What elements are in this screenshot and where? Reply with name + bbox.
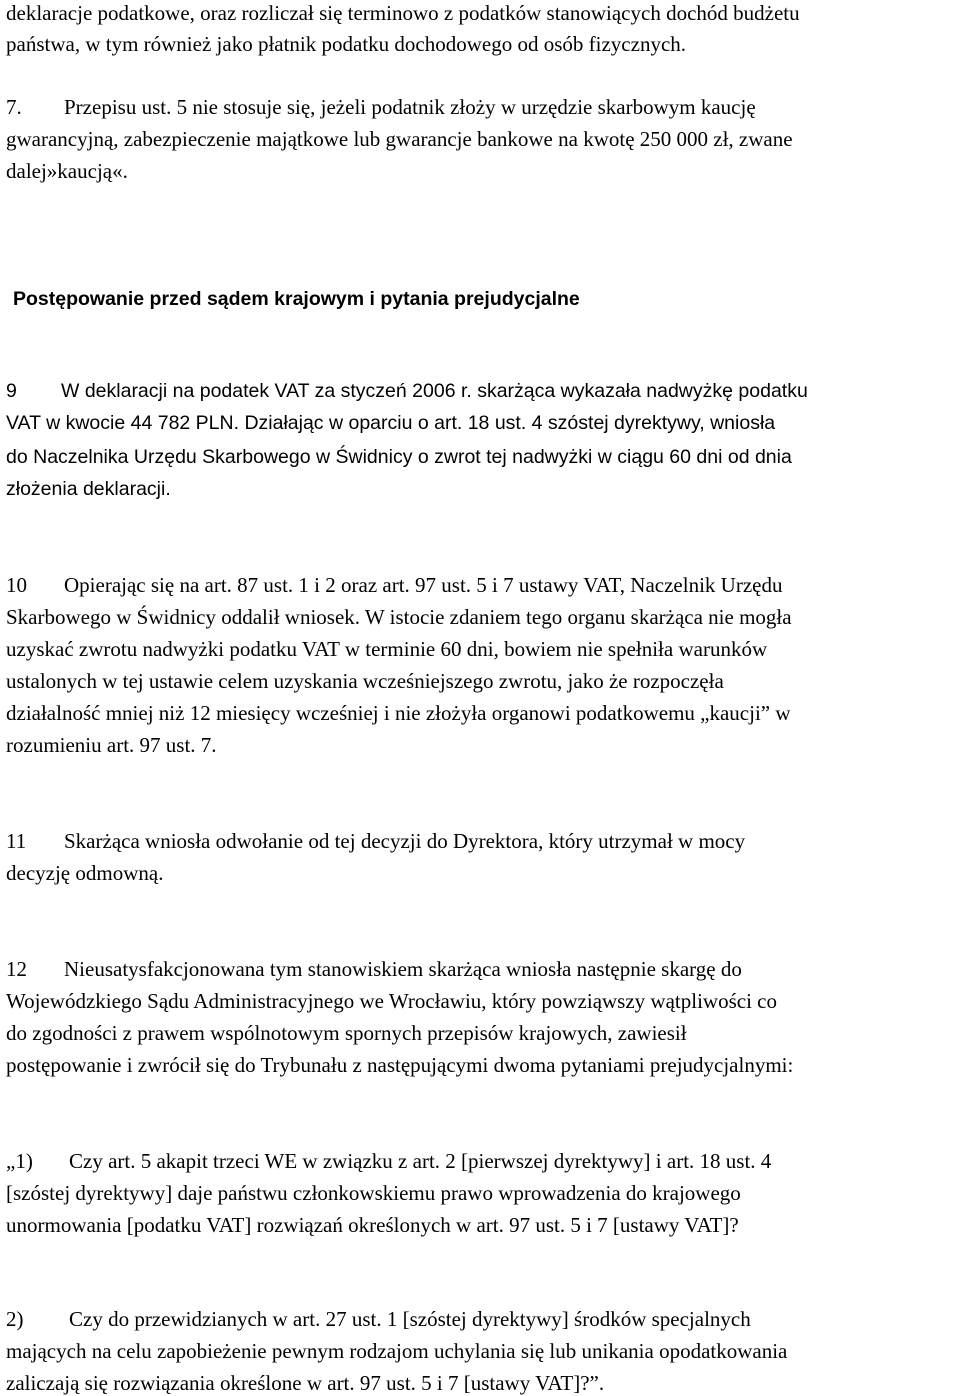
paragraph-10-line [6, 572, 782, 598]
document-page [6, 0, 954, 1393]
item-7-text: Przepisu ust. 5 nie stosuje się, jeżeli podatnik złoży w urzędzie skarbowym kaucję [64, 95, 756, 119]
paragraph-9-line: do Naczelnika Urzędu Skarbowego w Świdnicy o zwrot tej nadwyżki w ciągu 60 dni od dnia [6, 446, 792, 468]
item-7-line [6, 94, 756, 120]
paragraph-9-line [6, 378, 808, 404]
question-1-text: Czy art. 5 akapit trzeci WE w związku z art. 2 [pierwszej dyrektywy] i art. 18 ust. 4 [69, 1149, 772, 1173]
paragraph-10-text: Opierając się na art. 87 ust. 1 i 2 oraz art. 97 ust. 5 i 7 ustawy VAT, Naczelnik Urzędu [64, 573, 783, 597]
question-1-number: „1) [6, 1149, 33, 1173]
question-2-text: Czy do przewidzianych w art. 27 ust. 1 [szóstej dyrektywy] środków specjalnych [69, 1307, 751, 1331]
paragraph-9-line: VAT w kwocie 44 782 PLN. Działając w oparciu o art. 18 ust. 4 szóstej dyrektywy, wniosła [6, 412, 776, 434]
paragraph-10-line: uzyskać zwrotu nadwyżki podatku VAT w terminie 60 dni, bowiem nie spełniła warunków [6, 637, 768, 661]
intro-line: państwa, w tym również jako płatnik podatku dochodowego od osób fizycznych. [6, 32, 687, 56]
paragraph-11-line: decyzję odmowną. [6, 861, 164, 885]
paragraph-10-line: rozumieniu art. 97 ust. 7. [6, 733, 217, 757]
paragraph-11-number: 11 [6, 829, 27, 853]
intro-line: deklaracje podatkowe, oraz rozliczał się terminowo z podatków stanowiących dochód budżetu [6, 1, 800, 25]
question-1-line: unormowania [podatku VAT] rozwiązań określonych w art. 97 ust. 5 i 7 [ustawy VAT]? [6, 1213, 739, 1237]
paragraph-12-line: postępowanie i zwrócił się do Trybunału z następującymi dwoma pytaniami prejudycjalnymi: [6, 1053, 794, 1077]
paragraph-12-text: Nieusatysfakcjonowana tym stanowiskiem skarżąca wniosła następnie skargę do [64, 957, 742, 981]
paragraph-10-line: ustalonych w tej ustawie celem uzyskania wcześniejszego zwrotu, jako że rozpoczęła [6, 669, 724, 693]
question-2-line: zaliczają się rozwiązania określone w art. 97 ust. 5 i 7 [ustawy VAT]?”. [6, 1371, 605, 1395]
question-1-line [6, 1148, 771, 1174]
paragraph-12-number: 12 [6, 957, 27, 981]
question-1-line: [szóstej dyrektywy] daje państwu członkowskiemu prawo wprowadzenia do krajowego [6, 1181, 741, 1205]
paragraph-10-number: 10 [6, 573, 27, 597]
paragraph-9-text: W deklaracji na podatek VAT za styczeń 2006 r. skarżąca wykazała nadwyżkę podatku [61, 380, 808, 402]
question-2-line [6, 1306, 751, 1332]
section-heading: Postępowanie przed sądem krajowym i pytania prejudycjalne [13, 288, 580, 310]
paragraph-9-number: 9 [6, 380, 17, 402]
question-2-number: 2) [6, 1307, 24, 1331]
paragraph-9-line: złożenia deklaracji. [6, 478, 171, 500]
paragraph-12-line [6, 956, 742, 982]
paragraph-12-line: do zgodności z prawem wspólnotowym spornych przepisów krajowych, zawiesił [6, 1021, 687, 1045]
item-7-line: gwarancyjną, zabezpieczenie majątkowe lub gwarancje bankowe na kwotę 250 000 zł, zwane [6, 127, 793, 151]
item-7-number: 7. [6, 95, 22, 119]
paragraph-10-line: działalność mniej niż 12 miesięcy wcześniej i nie złożyła organowi podatkowemu „kaucji” w [6, 701, 791, 725]
paragraph-12-line: Wojewódzkiego Sądu Administracyjnego we Wrocławiu, który powziąwszy wątpliwości co [6, 989, 777, 1013]
item-7-line: dalej»kaucją«. [6, 159, 128, 183]
question-2-line: mających na celu zapobieżenie pewnym rodzajom uchylania się lub unikania opodatkowania [6, 1339, 788, 1363]
paragraph-11-text: Skarżąca wniosła odwołanie od tej decyzji do Dyrektora, który utrzymał w mocy [64, 829, 746, 853]
paragraph-11-line [6, 828, 745, 854]
paragraph-10-line: Skarbowego w Świdnicy oddalił wniosek. W istocie zdaniem tego organu skarżąca nie mogła [6, 605, 792, 629]
